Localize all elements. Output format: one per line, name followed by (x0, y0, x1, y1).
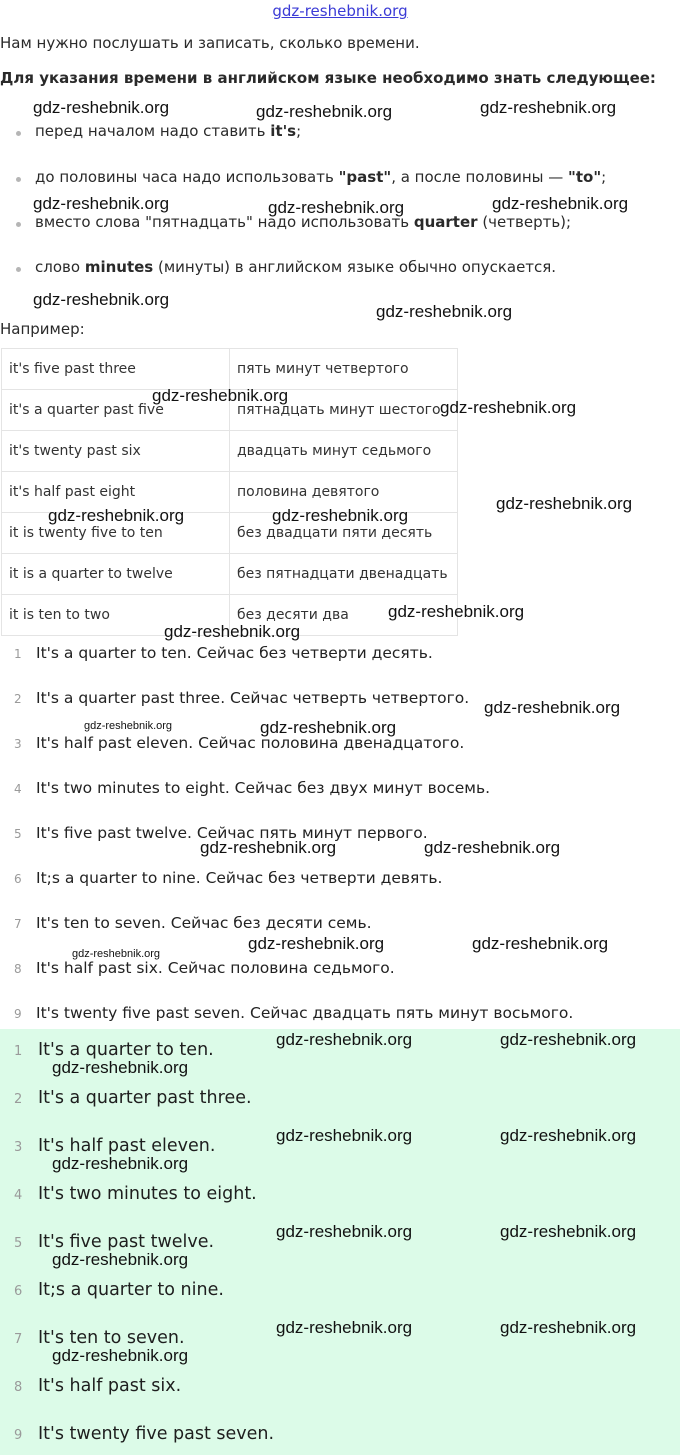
answer-number: 6 (14, 872, 22, 886)
watermark: gdz-reshebnik.org (376, 302, 513, 321)
final-answer-item (0, 1173, 680, 1221)
watermark: gdz-reshebnik.org (492, 194, 629, 213)
answer-text: It's twenty five past seven. Сейчас двадцать пять минут восьмого. (36, 1004, 574, 1022)
answer-number: 1 (14, 1044, 23, 1059)
watermark: gdz-reshebnik.org (500, 1030, 637, 1049)
watermark: gdz-reshebnik.org (272, 506, 409, 525)
answer-number: 8 (14, 1380, 23, 1395)
table-row (2, 554, 458, 595)
answer-text: It's ten to seven. (38, 1328, 185, 1348)
answer-number: 9 (14, 1007, 22, 1021)
table-row (2, 431, 458, 472)
table-cell-en: it is ten to two (2, 595, 230, 636)
answer-number: 3 (14, 1140, 23, 1155)
answer-text: It's half past eleven. (38, 1136, 216, 1156)
table-cell-en: it's five past three (2, 349, 230, 390)
final-answers-block (0, 1029, 680, 1455)
answer-text: It's a quarter past three. (38, 1088, 252, 1108)
answer-text: It's two minutes to eight. (38, 1184, 257, 1204)
site-link[interactable]: gdz-reshebnik.org (272, 2, 408, 20)
table-cell-ru: пятнадцать минут шестого (230, 390, 458, 431)
watermark: gdz-reshebnik.org (33, 98, 170, 117)
watermark: gdz-reshebnik.org (52, 1346, 189, 1365)
answer-number: 8 (14, 962, 22, 976)
watermark: gdz-reshebnik.org (472, 934, 609, 953)
answer-text: It's a quarter past three. Сейчас четверть четвертого. (36, 689, 470, 707)
answer-text: It's two minutes to eight. Сейчас без двух минут восемь. (36, 779, 491, 797)
answer-text: It;s a quarter to nine. (38, 1280, 224, 1300)
answer-text: It's ten to seven. Сейчас без десяти семь. (36, 914, 372, 932)
answer-text: It's twenty five past seven. (38, 1424, 275, 1444)
watermark: gdz-reshebnik.org (276, 1222, 413, 1241)
answer-text: It's five past twelve. (38, 1232, 215, 1252)
bullet-icon (16, 222, 21, 227)
answer-number: 3 (14, 737, 22, 751)
watermark: gdz-reshebnik.org (484, 698, 621, 717)
answer-text: It's a quarter to ten. Сейчас без четверти десять. (36, 644, 433, 662)
watermark: gdz-reshebnik.org (276, 1126, 413, 1145)
watermark: gdz-reshebnik.org (388, 602, 525, 621)
table-cell-en: it's twenty past six (2, 431, 230, 472)
watermark: gdz-reshebnik.org (72, 948, 161, 960)
answer-item (0, 814, 680, 859)
task-text: Нам нужно послушать и записать, сколько времени. (0, 34, 420, 52)
answer-number: 4 (14, 1188, 23, 1203)
table-cell-ru: без десяти два (230, 595, 458, 636)
answer-number: 2 (14, 1092, 23, 1107)
watermark: gdz-reshebnik.org (52, 1058, 189, 1077)
table-cell-ru: пять минут четвертого (230, 349, 458, 390)
table-cell-en: it's a quarter past five (2, 390, 230, 431)
watermark: gdz-reshebnik.org (256, 102, 393, 121)
table-cell-ru: без двадцати пяти десять (230, 513, 458, 554)
answer-text: It's a quarter to ten. (38, 1040, 214, 1060)
answer-number: 7 (14, 917, 22, 931)
table-cell-en: it is a quarter to twelve (2, 554, 230, 595)
table-cell-ru: двадцать минут седьмого (230, 431, 458, 472)
answer-number: 5 (14, 1236, 23, 1251)
table-cell-ru: без пятнадцати двенадцать (230, 554, 458, 595)
answer-number: 7 (14, 1332, 23, 1347)
table-cell-en: it's half past eight (2, 472, 230, 513)
bullet-icon (16, 267, 21, 272)
watermark: gdz-reshebnik.org (164, 622, 301, 641)
answer-text: It;s a quarter to nine. Сейчас без четверти девять. (36, 869, 443, 887)
watermark: gdz-reshebnik.org (152, 386, 289, 405)
answer-item (0, 859, 680, 904)
watermark: gdz-reshebnik.org (84, 720, 173, 732)
table-cell-ru: половина девятого (230, 472, 458, 513)
watermark: gdz-reshebnik.org (440, 398, 577, 417)
bullet-icon (16, 131, 21, 136)
example-label: Например: (0, 320, 85, 338)
answer-number: 2 (14, 692, 22, 706)
answer-text: It's half past six. Сейчас половина седьмого. (36, 959, 395, 977)
answer-number: 9 (14, 1428, 23, 1443)
bullet-icon (16, 177, 21, 182)
table-row (2, 349, 458, 390)
answer-number: 4 (14, 782, 22, 796)
final-answer-item (0, 1365, 680, 1413)
answer-number: 5 (14, 827, 22, 841)
watermark: gdz-reshebnik.org (248, 934, 385, 953)
watermark: gdz-reshebnik.org (200, 838, 337, 857)
final-answer-item (0, 1269, 680, 1317)
watermark: gdz-reshebnik.org (500, 1318, 637, 1337)
watermark: gdz-reshebnik.org (480, 98, 617, 117)
watermark: gdz-reshebnik.org (276, 1318, 413, 1337)
watermark: gdz-reshebnik.org (48, 506, 185, 525)
watermark: gdz-reshebnik.org (496, 494, 633, 513)
watermark: gdz-reshebnik.org (33, 290, 170, 309)
watermark: gdz-reshebnik.org (260, 718, 397, 737)
answer-number: 1 (14, 647, 22, 661)
answer-item (0, 634, 680, 679)
table-cell-en: it is twenty five to ten (2, 513, 230, 554)
answer-item (0, 769, 680, 814)
answer-text: It's half past six. (38, 1376, 182, 1396)
watermark: gdz-reshebnik.org (424, 838, 561, 857)
answer-text: It's half past eleven. Сейчас половина двенадцатого. (36, 734, 465, 752)
watermark: gdz-reshebnik.org (276, 1030, 413, 1049)
rule-heading: Для указания времени в английском языке необходимо знать следующее: (0, 69, 656, 87)
watermark: gdz-reshebnik.org (500, 1126, 637, 1145)
final-answer-item (0, 1077, 680, 1125)
watermark: gdz-reshebnik.org (33, 194, 170, 213)
watermark: gdz-reshebnik.org (52, 1154, 189, 1173)
answer-number: 6 (14, 1284, 23, 1299)
answer-text: It's five past twelve. Сейчас пять минут первого. (36, 824, 428, 842)
watermark: gdz-reshebnik.org (52, 1250, 189, 1269)
final-answer-item (0, 1413, 680, 1455)
watermark: gdz-reshebnik.org (268, 198, 405, 217)
watermark: gdz-reshebnik.org (500, 1222, 637, 1241)
